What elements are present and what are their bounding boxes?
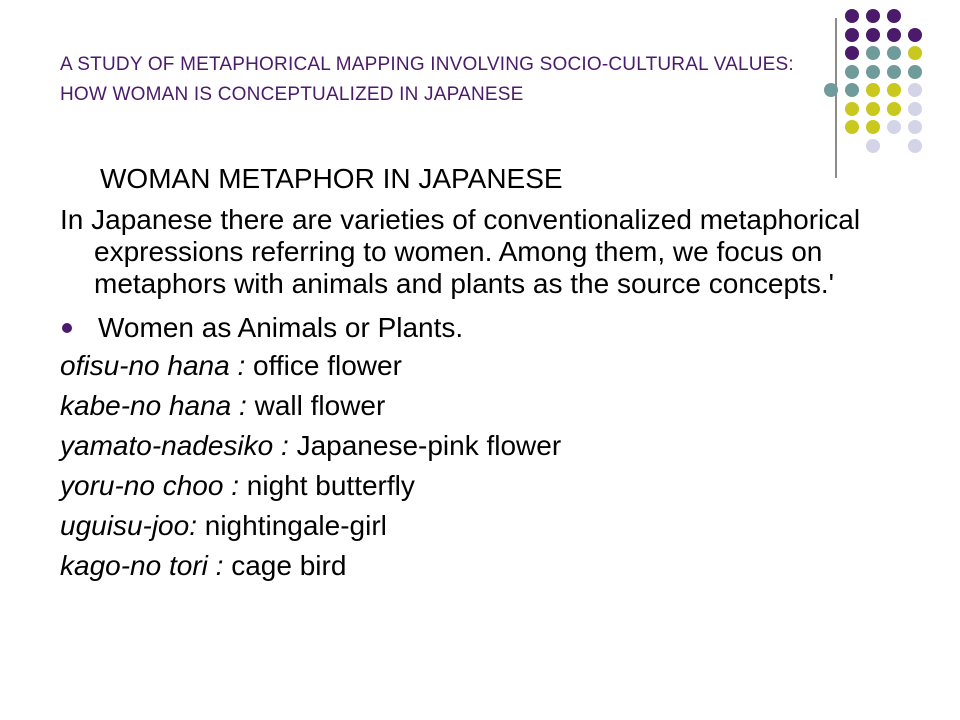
- decorative-dot: [908, 46, 922, 60]
- decorative-dot: [908, 120, 922, 134]
- decorative-dot: [887, 120, 901, 134]
- decorative-dot: [845, 46, 859, 60]
- decorative-dot: [908, 102, 922, 116]
- term-english: nightingale-girl: [204, 510, 387, 541]
- decorative-dot: [845, 28, 859, 42]
- term-english: cage bird: [231, 550, 347, 581]
- term-japanese: ofisu-no hana: [60, 350, 230, 381]
- decorative-dot: [908, 83, 922, 97]
- term-row: [60, 466, 880, 506]
- intro-paragraph: In Japanese there are varieties of conventionalized metaphorical expressions referring to women. Among them, we focus on metaphors with animals and plants as the source concepts.': [60, 204, 861, 299]
- term-separator: :: [189, 510, 205, 541]
- decorative-dot: [866, 9, 880, 23]
- decorative-dot: [866, 83, 880, 97]
- term-row: [60, 546, 880, 586]
- bullet-text: Women as Animals or Plants.: [98, 312, 464, 343]
- decorative-dot: [866, 102, 880, 116]
- decorative-dot: [866, 65, 880, 79]
- term-english: Japanese-pink flower: [296, 430, 562, 461]
- decorative-dot: [866, 46, 880, 60]
- term-separator: :: [207, 550, 232, 581]
- term-row: [60, 426, 880, 466]
- term-english: night butterfly: [246, 470, 415, 501]
- term-japanese: kabe-no hana: [60, 390, 232, 421]
- decorative-dot: [887, 65, 901, 79]
- decorative-dot: [887, 102, 901, 116]
- term-english: wall flower: [254, 390, 386, 421]
- decorative-dot: [824, 83, 838, 97]
- decorative-dot: [887, 28, 901, 42]
- slide-subtitle: WOMAN METAPHOR IN JAPANESE: [100, 163, 563, 194]
- decorative-dot: [887, 46, 901, 60]
- term-row: [60, 346, 880, 386]
- decorative-dot: [908, 139, 922, 153]
- term-english: office flower: [253, 350, 402, 381]
- term-separator: :: [231, 390, 255, 421]
- decorative-dot: [887, 9, 901, 23]
- metaphor-term-list: [60, 346, 880, 586]
- bullet-dot-icon: [62, 323, 72, 333]
- bullet-item: [60, 310, 880, 346]
- term-japanese: yoru-no choo: [60, 470, 224, 501]
- term-japanese: uguisu-joo: [60, 510, 190, 541]
- decorative-dot: [845, 9, 859, 23]
- term-separator: :: [273, 430, 297, 461]
- term-japanese: kago-no tori: [60, 550, 208, 581]
- term-separator: :: [229, 350, 254, 381]
- decorative-dot: [845, 120, 859, 134]
- decorative-dot: [908, 65, 922, 79]
- decorative-dot: [887, 83, 901, 97]
- decorative-dot: [845, 65, 859, 79]
- decorative-dot: [908, 28, 922, 42]
- term-row: [60, 506, 880, 546]
- decorative-dot: [866, 139, 880, 153]
- decorative-dot: [845, 83, 859, 97]
- decorative-dot: [866, 28, 880, 42]
- slide-header-title: A STUDY OF METAPHORICAL MAPPING INVOLVING SOCIO-CULTURAL VALUES: HOW WOMAN IS CONCEPTUALIZED IN JAPANESE: [60, 54, 794, 105]
- term-row: [60, 386, 880, 426]
- vertical-divider: [835, 18, 837, 178]
- slide-body: [60, 204, 880, 586]
- decorative-dot-grid: [845, 9, 955, 159]
- decorative-dot: [866, 120, 880, 134]
- term-separator: :: [223, 470, 247, 501]
- decorative-dot: [845, 102, 859, 116]
- term-japanese: yamato-nadesiko: [60, 430, 274, 461]
